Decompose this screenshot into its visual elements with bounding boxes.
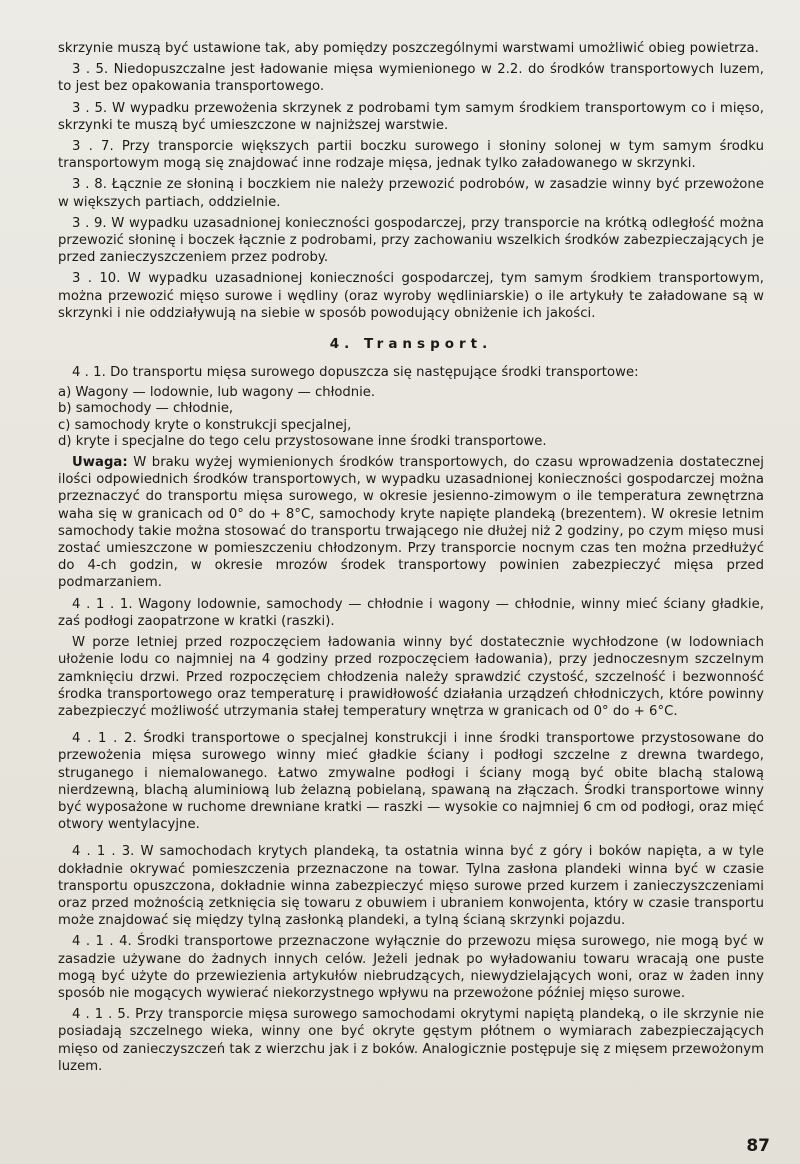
paragraph-3-8: 3 . 8. Łącznie ze słoniną i boczkiem nie należy przewozić podrobów, w zasadzie winny być przewożone w większych partiach, oddzielnie. (58, 177, 764, 210)
paragraph-4-1-3: 4 . 1 . 3. W samochodach krytych plandeką, ta ostatnia winna być z góry i boków napięta, a w tyle dokładnie okrywać pomieszczenia przeznaczone na towar. Tylna zasłona plandeki winna być w czasie transportu opuszczona, dokładnie winna zabezpieczyć mięso surowe przed kurzem i zanieczyszczeniami oraz przed możnością zetknięcia się towaru z obuwiem i ubraniem konwojenta, który w czasie transportu może znajdować się między tylną zasłonką plandeki, a tylną ścianą skrzynki pojazdu. (58, 844, 764, 929)
note-paragraph (58, 454, 764, 592)
paragraph-3-10: 3 . 10. W wypadku uzasadnionej konieczności gospodarczej, tym samym środkiem transportowym, można przewozić mięso surowe i wędliny (oraz wyroby wędliniarskie) o ile artykuły te załadowane są w skrzynki i nie oddziaływują na siebie w sposób powodujący obniżenie ich jakości. (58, 271, 764, 321)
paragraph-3-7: 3 . 7. Przy transporcie większych partii boczku surowego i słoniny solonej w tym samym środku transportowym mogą się znajdować inne rodzaje mięsa, jednak tylko załadowanego w skrzynki. (58, 139, 764, 172)
list-item: d) kryte i specjalne do tego celu przystosowane inne środki transportowe. (58, 433, 547, 449)
list-item: b) samochody — chłodnie, (58, 401, 234, 417)
paragraph-4-1: 4 . 1. Do transportu mięsa surowego dopuszcza się następujące środki transportowe: (72, 365, 639, 381)
page-number: 87 (746, 1136, 770, 1156)
paragraph-4-1-5: 4 . 1 . 5. Przy transporcie mięsa surowego samochodami okrytymi napiętą plandeką, o ile skrzynie nie posiadają szczelnego wieka, winny one być okryte gęstym płótnem o wymiarach zabezpieczających mięso od zanieczyszczeń tak z wierzchu jak i z boków. Analogicznie postępuje się z mięsem przewożonym luzem. (58, 1007, 764, 1074)
paragraph-3-5-b: 3 . 5. W wypadku przewożenia skrzynek z podrobami tym samym środkiem transportowym co i mięso, skrzynki te muszą być umieszczone w najniższej warstwie. (58, 100, 764, 133)
paragraph-4-1-4: 4 . 1 . 4. Środki transportowe przeznaczone wyłącznie do przewozu mięsa surowego, nie mogą być w zasadzie używane do żadnych innych celów. Jeżeli jednak po wyładowaniu towaru wracają one puste mogą być użyte do przewiezienia artykułów niebrudzących, niewydzielających woni, oraz w żaden inny sposób nie mogących wywierać niekorzystnego wpływu na przewożone później mięso surowe. (58, 934, 764, 1001)
intro-paragraph: skrzynie muszą być ustawione tak, aby pomiędzy poszczególnymi warstwami umożliwić obieg powietrza. (58, 41, 759, 56)
paragraph-4-1-1-a: 4 . 1 . 1. Wagony lodownie, samochody — chłodnie i wagony — chłodnie, winny mieć ściany gładkie, zaś podłogi zaopatrzone w kratki (raszki). (58, 596, 764, 629)
paragraph-4-1-1-b: W porze letniej przed rozpoczęciem ładowania winny być dostatecznie wychłodzone (w lodowniach ułożenie lodu co najmniej na 4 godziny przed rozpoczęciem ładowania), przy jednoczesnym szczelnym zamknięciu drzwi. Przed rozpoczęciem chłodzenia należy sprawdzić czystość, szczelność i bezwonność środka transportowego oraz temperaturę i prawidłowość działania urządzeń chłodniczych, które powinny zabezpieczyć możliwość utrzymania stałej temperatury wnętrza w granicach od 0° do + 6°C. (58, 635, 764, 719)
paragraph-3-5-a: 3 . 5. Niedopuszczalne jest ładowanie mięsa wymienionego w 2.2. do środków transportowych luzem, to jest bez opakowania transportowego. (58, 62, 764, 95)
list-item: a) Wagony — lodownie, lub wagony — chłodnie. (58, 385, 376, 401)
list-item: c) samochody kryte o konstrukcji specjalnej, (58, 417, 352, 433)
note-label: Uwaga: (72, 455, 128, 471)
note-text: W braku wyżej wymienionych środków transportowych, do czasu wprowadzenia dostatecznej ilości odpowiednich środków transportowych, w wypadku uzasadnionej konieczności gospodarczej można przeznaczyć do transportu mięsa surowego, w okresie jesienno-zimowym o ile temperatura zewnętrzna waha się w granicach od 0° do + 8°C, samochody kryte napięte plandeką (brezentem). W okresie letnim samochody takie można stosować do transportu trwającego nie dłużej niż 2 godziny, po czym mięso musi zostać umieszczone w pomieszczeniu chłodzonym. Przy transporcie nocnym czas ten można przedłużyć do 4-ch godzin, w okresie mrozów środek transportowy powinien zabezpieczyć mięsa przed podmarzaniem. (58, 455, 764, 591)
paragraph-4-1-2: 4 . 1 . 2. Środki transportowe o specjalnej konstrukcji i inne środki transportowe przystosowane do przewożenia mięsa surowego winny mieć gładkie ściany i podłogi szczelne z drewna twardego, struganego i niemalowanego. Łatwo zmywalne podłogi i ściany mogą być obite blachą stalową nierdzewną, blachą aluminiową lub żelazną pobielaną, spawaną na złączach. Środki transportowe winny być wyposażone w ruchome drewniane kratki — raszki — wysokie co najmniej 6 cm od podłogi, oraz mięć otwory wentylacyjne. (58, 731, 764, 833)
transport-means-list (58, 385, 764, 450)
section-title-transport: 4. Transport. (329, 336, 493, 353)
paragraph-3-9: 3 . 9. W wypadku uzasadnionej konieczności gospodarczej, przy transporcie na krótką odległość można przewozić słoninę i boczek łącznie z podrobami, przy zachowaniu wszelkich środków zabezpieczających je przed zanieczyszczeniem przez podroby. (58, 215, 764, 266)
